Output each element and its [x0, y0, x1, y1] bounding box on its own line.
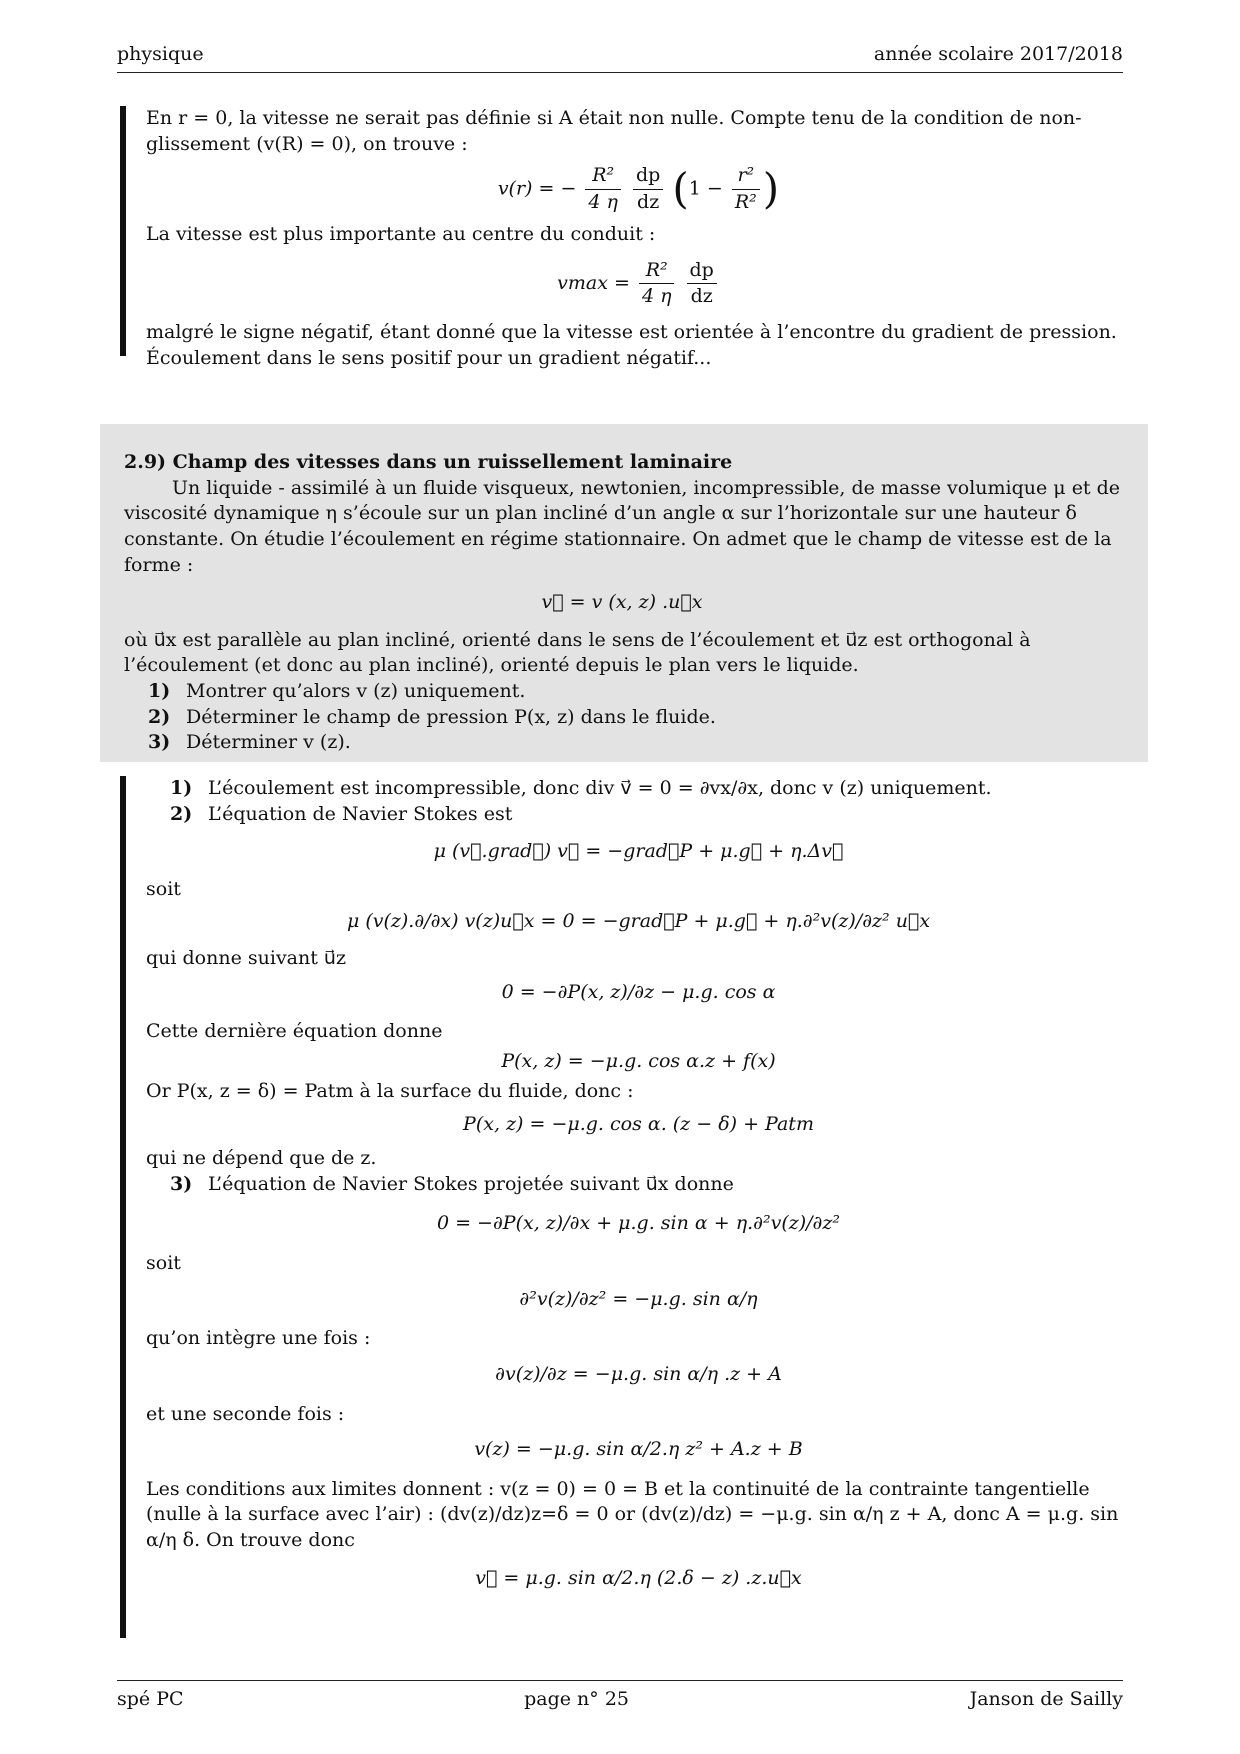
- text-integrate-once: qu’on intègre une fois :: [146, 1327, 371, 1350]
- footer-class: spé PC: [117, 1688, 184, 1710]
- solution-step-2: 2) L’équation de Navier Stokes est: [170, 802, 513, 825]
- solution-block-previous: [120, 106, 1131, 369]
- text-boundary-pressure: Or P(x, z = δ) = Patm à la surface du fluide, donc :: [146, 1079, 634, 1102]
- equation-pressure-field: P(x, z) = −μ.g. cos α. (z − δ) + Patm: [463, 1113, 814, 1136]
- text-along-uz: qui donne suivant u⃗z: [146, 947, 346, 970]
- exercise-box: [100, 424, 1148, 762]
- footer-page-number: page n° 25: [524, 1688, 629, 1710]
- solution-step-3: 3) L’équation de Navier Stokes projetée suivant u⃗x donne: [170, 1172, 734, 1195]
- text-depends-on-z: qui ne dépend que de z.: [146, 1147, 377, 1170]
- question-2: 2) Déterminer le champ de pression P(x, z) dans le fluide.: [148, 705, 716, 728]
- equation-navier-stokes: μ (v⃗.grad⃗) v⃗ = −grad⃗P + μ.g⃗ + η.Δv⃗: [433, 840, 844, 863]
- question-1: 1) Montrer qu’alors v (z) uniquement.: [148, 680, 526, 703]
- equation-pressure-general: P(x, z) = −μ.g. cos α.z + f(x): [501, 1050, 776, 1073]
- text-soit-2: soit: [146, 1251, 181, 1274]
- equation-final-velocity: v⃗ = μ.g. sin α/2.η (2.δ − z) .z.u⃗x: [475, 1566, 802, 1589]
- page-header: [117, 40, 1123, 73]
- equation-vmax: vmax = $\frac{\text{R²}}{4 \eta}$ $\frac{dp}{dz}$: [146, 258, 1131, 310]
- equation-navier-stokes-applied: μ (v(z).∂/∂x) v(z)u⃗x = 0 = −grad⃗P + μ.g⃗ + η.∂²v(z)/∂z² u⃗x: [346, 909, 931, 932]
- equation-z-projection: 0 = −∂P(x, z)/∂z − μ.g. cos α: [501, 980, 776, 1003]
- text-integrate-twice: et une seconde fois :: [146, 1402, 345, 1425]
- para-no-slip: En r = 0, la vitesse ne serait pas définie si A était non nulle. Compte tenu de la condition de non-glissement (v(R) = 0), on trouve :: [146, 107, 1082, 155]
- exercise-velocity-field: v⃗ = v (x, z) .u⃗x: [541, 591, 703, 614]
- para-negative-sign: malgré le signe négatif, étant donné que la vitesse est orientée à l’encontre du gradient de pression. Écoulement dans le sens positif pour un gradient négatif...: [146, 320, 1117, 369]
- exercise-title: 2.9) Champ des vitesses dans un ruissellement laminaire: [124, 451, 733, 473]
- text-soit-1: soit: [146, 877, 181, 900]
- header-subject: physique: [117, 43, 204, 66]
- equation-x-projection: 0 = −∂P(x, z)/∂x + μ.g. sin α + η.∂²v(z)/∂z²: [436, 1212, 841, 1235]
- question-3: 3) Déterminer v (z).: [148, 731, 351, 754]
- footer-school: Janson de Sailly: [969, 1688, 1123, 1710]
- equation-first-derivative: ∂v(z)/∂z = −μ.g. sin α/η .z + A: [495, 1362, 782, 1385]
- equation-velocity-general: v(z) = −μ.g. sin α/2.η z² + A.z + B: [474, 1438, 803, 1461]
- solution-step-1: 1) L’écoulement est incompressible, donc div v⃗ = 0 = ∂vx/∂x, donc v (z) uniquement.: [170, 777, 992, 799]
- header-year: année scolaire 2017/2018: [873, 43, 1123, 66]
- exercise-intro: Un liquide - assimilé à un fluide visqueux, newtonien, incompressible, de masse volumique μ et de viscosité dynamique η s’écoule sur un plan incliné d’un angle α sur l’horizontale sur une hauteur δ constante. On étudie l’écoulement en régime stationnaire. On admet que le champ de vitesse est de la forme :: [124, 476, 1121, 576]
- para-max-center: La vitesse est plus importante au centre du conduit :: [146, 222, 656, 245]
- solution-block: [120, 776, 1131, 1638]
- text-last-equation: Cette dernière équation donne: [146, 1020, 443, 1043]
- page-footer: [117, 1680, 1123, 1713]
- equation-velocity-profile: v(r) = − $\frac{\text{R²}}{4 \eta}$ $\frac{dp}{dz}$ (1 − $\frac{\text{r²}}{\text{R²}}$ ): [497, 164, 780, 214]
- equation-second-derivative: ∂²v(z)/∂z² = −μ.g. sin α/η: [519, 1287, 758, 1310]
- text-boundary-conditions: Les conditions aux limites donnent : v(z = 0) = 0 = B et la continuité de la contrainte tangentielle (nulle à la surface avec l’air) : (dv(z)/dz)z=δ = 0 or (dv(z)/dz) = −μ.g. sin α/η z + A, donc A = μ.g. sin α/η δ. On trouve donc: [146, 1477, 1119, 1552]
- exercise-definitions: où u⃗x est parallèle au plan incliné, orienté dans le sens de l’écoulement et u⃗z est orthogonal à l’écoulement (et donc au plan incliné), orienté depuis le plan vers le liquide.: [124, 628, 1031, 677]
